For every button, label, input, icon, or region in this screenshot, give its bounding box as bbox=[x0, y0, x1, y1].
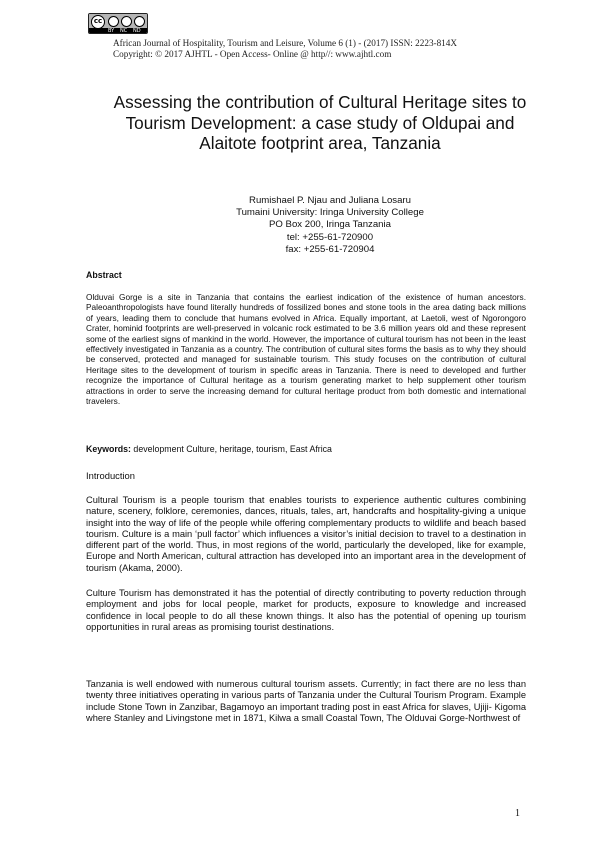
journal-citation: African Journal of Hospitality, Tourism and Leisure, Volume 6 (1) - (2017) ISSN: 2223-814X bbox=[113, 38, 458, 48]
author-fax: fax: +255-61-720904 bbox=[285, 243, 375, 255]
introduction-heading: Introduction bbox=[86, 470, 135, 481]
license-nc: NC bbox=[120, 28, 128, 34]
license-by: BY bbox=[108, 28, 115, 34]
paragraph: Cultural Tourism is a people tourism that enables tourists to experience authentic cultures combining nature, scenery, folklore, ceremonies, dances, rituals, tales, art, handcrafts and hospitality-giving a unique insight into the way of life of the people while offering complementary products to wildlife and beach based tourism. Culture is a main ‘pull factor’ which influences a visitor’s initial decision to travel to a destination in different part of the world. Thus, in most regions of the world, particularly the developed, like for example, Europe and North American, cultural attraction has developed into an important area in the development of tourism (Akama, 2000). bbox=[86, 495, 526, 573]
abstract-heading: Abstract bbox=[86, 270, 122, 280]
keywords-label: Keywords: bbox=[86, 444, 131, 454]
author-block bbox=[200, 195, 460, 256]
journal-header bbox=[113, 38, 457, 60]
paper-title: Assessing the contribution of Cultural Heritage sites to Tourism Development: a case study of Oldupai and Alaitote footprint area, Tanzania bbox=[113, 92, 527, 153]
keywords bbox=[86, 444, 526, 454]
paragraph: Culture Tourism has demonstrated it has the potential of directly contributing to poverty reduction through employment and jobs for local people, market for products, exposure to knowledge and increased confidence in local people to do all these known things. It also has the potential of opening up tourism opportunities in rural areas as promising tourist destinations. bbox=[86, 588, 526, 632]
page-number: 1 bbox=[515, 808, 520, 819]
creative-commons-license-badge[interactable] bbox=[88, 13, 148, 34]
paragraph: Tanzania is well endowed with numerous cultural tourism assets. Currently; in fact there are no less than twenty three initiatives operating in various parts of Tanzania under the Cultural Tourism Program. Example include Stone Town in Zanzibar, Bagamoyo an important trading post in east Africa for slaves, Ujiji- Kigoma where Stanley and Livingstone met in 1871, Kilwa a small Coastal Town, The Olduvai Gorge-Northwest of bbox=[86, 679, 526, 723]
license-nd: ND bbox=[133, 28, 141, 34]
author-address: PO Box 200, Iringa Tanzania bbox=[269, 219, 391, 231]
copyright-line: Copyright: © 2017 AJHTL - Open Access- Online @ http//: www.ajhtl.com bbox=[113, 49, 392, 59]
noderivatives-icon bbox=[134, 16, 145, 27]
keywords-list: development Culture, heritage, tourism, East Africa bbox=[130, 444, 332, 454]
noncommercial-icon bbox=[121, 16, 132, 27]
author-affiliation: Tumaini University: Iringa University College bbox=[236, 207, 424, 219]
attribution-icon bbox=[108, 16, 119, 27]
author-names: Rumishael P. Njau and Juliana Losaru bbox=[249, 195, 411, 206]
abstract-text: Olduvai Gorge is a site in Tanzania that contains the earliest indication of the existence of human ancestors. Paleoanthropologists have found literally hundreds of fossilized bones and stone tools in the area dating back millions of years, leading them to conclude that humans evolved in Africa. Equally important, at Laetoli, west of Ngorongoro Crater, hominid footprints are well-preserved in volcanic rock estimated to be 3.6 million years old and these represent some of the earliest signs of mankind in the world. However, the importance of cultural tourism has not been in the least effectively investigated in Tanzania as a country. The contribution of cultural sites forms the basis as to why they should be conserved, protected and managed for sustainable tourism. This study focuses on the contribution of cultural Heritage sites to the development of tourism in specific areas in Tanzania. There is need to developed and further recognize the importance of Cultural heritage as a tourism generating market to help supplement other tourism attractions in order to serve the increasing demand for cultural heritage product from both domestic and international travelers. bbox=[86, 292, 526, 407]
license-terms bbox=[89, 28, 147, 34]
author-telephone: tel: +255-61-720900 bbox=[286, 231, 374, 243]
cc-icon: cc bbox=[91, 15, 105, 29]
